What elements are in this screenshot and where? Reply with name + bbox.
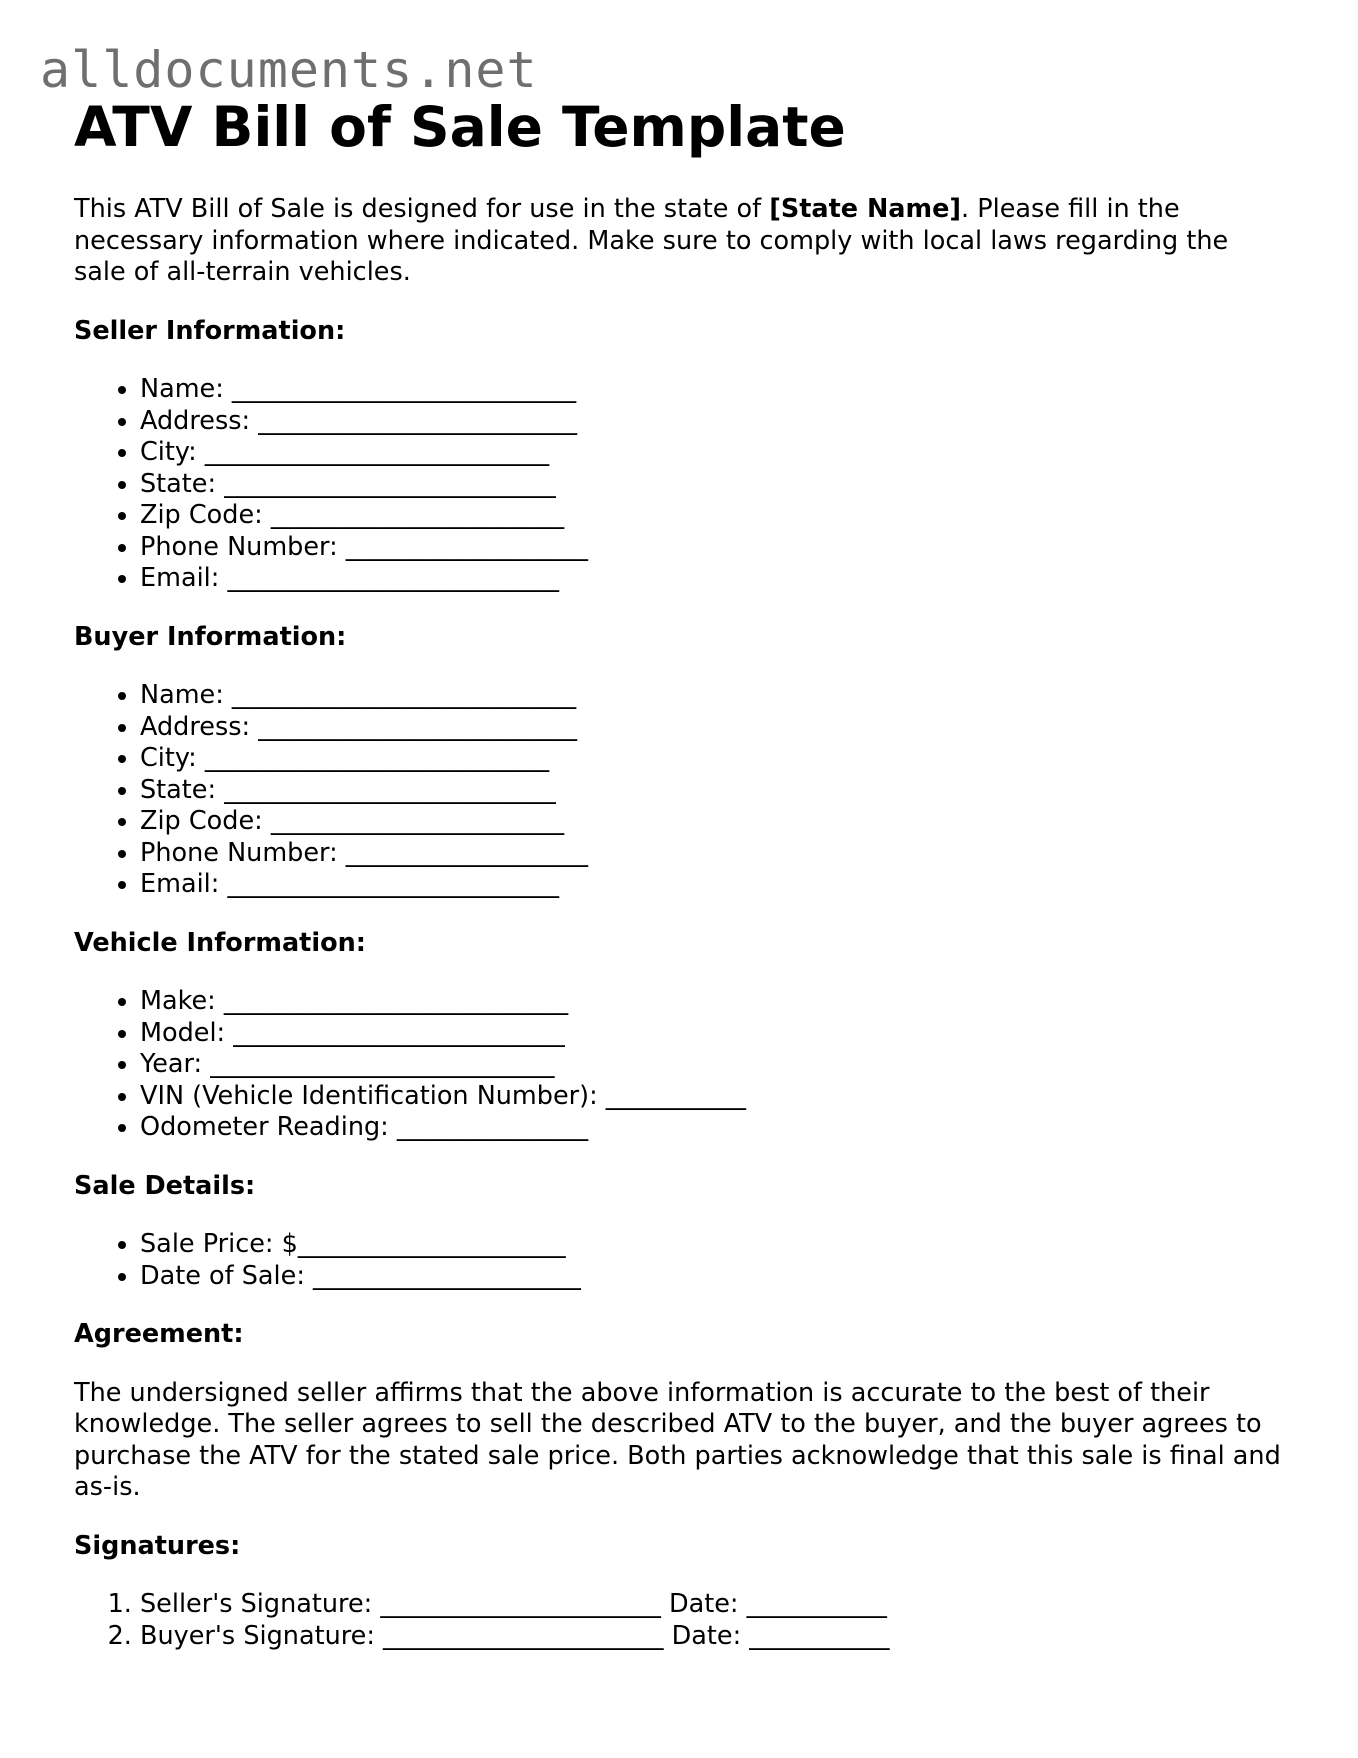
vehicle-heading: Vehicle Information: [74, 927, 366, 958]
buyer-signature-field[interactable]: 2. Buyer's Signature: ______________________ Date: ___________ [140, 1621, 1284, 1653]
intro-text-before: This ATV Bill of Sale is designed for use in the state of [74, 194, 770, 224]
sale-field-list [74, 1229, 1284, 1292]
signatures-list [74, 1589, 1284, 1652]
sale-heading: Sale Details: [74, 1170, 256, 1201]
buyer-name-field[interactable]: • Name: ___________________________ [140, 680, 1284, 712]
buyer-city-field[interactable]: • City: ___________________________ [140, 743, 1284, 775]
intro-text-after: . Please fill in the necessary information where indicated. Make sure to comply with local laws regarding the sale of all-terrain vehicles. [74, 194, 1229, 287]
buyer-state-field[interactable]: • State: __________________________ [140, 775, 1284, 807]
vehicle-year-field[interactable]: • Year: ___________________________ [140, 1049, 1284, 1081]
vehicle-model-field[interactable]: • Model: __________________________ [140, 1018, 1284, 1050]
buyer-phone-field[interactable]: • Phone Number: ___________________ [140, 838, 1284, 870]
intro-paragraph [74, 194, 1284, 289]
state-name-placeholder: [State Name] [769, 194, 962, 224]
seller-phone-field[interactable]: • Phone Number: ___________________ [140, 532, 1284, 564]
vehicle-odometer-field[interactable]: • Odometer Reading: _______________ [140, 1112, 1284, 1144]
vehicle-field-list [74, 986, 1284, 1144]
signatures-heading: Signatures: [74, 1530, 241, 1561]
buyer-field-list [74, 680, 1284, 901]
seller-zip-field[interactable]: • Zip Code: _______________________ [140, 500, 1284, 532]
seller-city-field[interactable]: • City: ___________________________ [140, 437, 1284, 469]
buyer-heading: Buyer Information: [74, 621, 347, 652]
seller-name-field[interactable]: • Name: ___________________________ [140, 374, 1284, 406]
sale-date-field[interactable]: • Date of Sale: _____________________ [140, 1261, 1284, 1293]
agreement-heading: Agreement: [74, 1319, 244, 1349]
watermark: alldocuments.net [40, 41, 538, 99]
seller-heading: Seller Information: [74, 315, 346, 346]
agreement-paragraph: The undersigned seller affirms that the above information is accurate to the best of their knowledge. The seller agrees to sell the described ATV to the buyer, and the buyer agrees to purchase the ATV for the stated sale price. Both parties acknowledge that this sale is final and as-is. [74, 1377, 1281, 1502]
vehicle-vin-field[interactable]: • VIN (Vehicle Identification Number): ___________ [140, 1081, 1284, 1113]
seller-state-field[interactable]: • State: __________________________ [140, 469, 1284, 501]
sale-price-field[interactable]: • Sale Price: $_____________________ [140, 1229, 1284, 1261]
document-page [74, 92, 1284, 1652]
buyer-email-field[interactable]: • Email: __________________________ [140, 869, 1284, 901]
document-title: ATV Bill of Sale Template [74, 95, 846, 159]
seller-email-field[interactable]: • Email: __________________________ [140, 563, 1284, 595]
seller-signature-field[interactable]: 1. Seller's Signature: ______________________ Date: ___________ [140, 1589, 1284, 1621]
vehicle-make-field[interactable]: • Make: ___________________________ [140, 986, 1284, 1018]
seller-field-list [74, 374, 1284, 595]
buyer-zip-field[interactable]: • Zip Code: _______________________ [140, 806, 1284, 838]
buyer-address-field[interactable]: • Address: _________________________ [140, 712, 1284, 744]
seller-address-field[interactable]: • Address: _________________________ [140, 406, 1284, 438]
